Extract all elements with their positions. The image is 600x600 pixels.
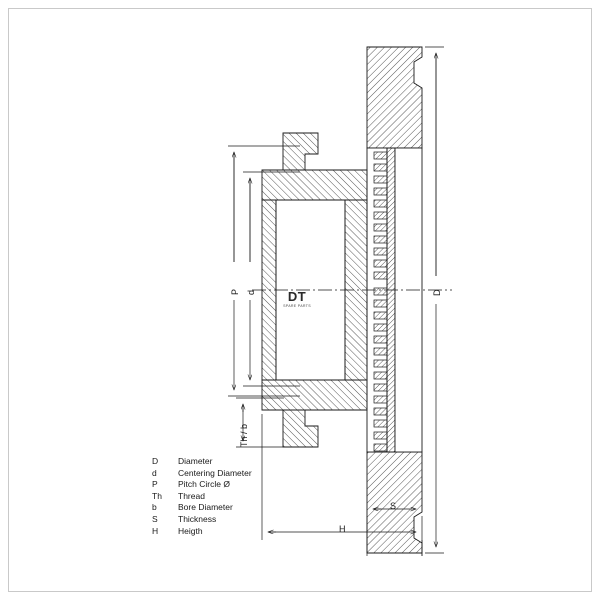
legend-row	[152, 514, 252, 526]
legend-label: Thread	[178, 490, 205, 501]
dimension-label-H: H	[339, 524, 346, 534]
legend-row	[152, 479, 252, 491]
legend-row	[152, 468, 252, 480]
logo-tagline: SPARE PARTS	[283, 304, 311, 308]
legend-label: Diameter	[178, 456, 213, 466]
legend-label: Bore Diameter	[178, 502, 233, 513]
legend-label: Heigth	[178, 525, 203, 536]
legend-row	[152, 502, 252, 514]
logo-mark: DT	[287, 289, 307, 304]
legend-symbol: S	[152, 513, 158, 524]
legend-row	[152, 456, 252, 468]
dimension-label-S: S	[390, 501, 397, 511]
legend-symbol: b	[152, 502, 157, 513]
dimension-label-Th-b: Th / b	[239, 423, 249, 447]
legend-row	[152, 491, 252, 503]
legend-symbol: P	[152, 479, 158, 490]
legend-symbol: D	[152, 456, 159, 466]
legend-label: Thickness	[178, 513, 217, 524]
legend-symbol: d	[152, 467, 157, 478]
dimension-label-d: d	[246, 289, 256, 295]
dt-spare-parts-logo	[278, 290, 316, 318]
legend-row	[152, 526, 252, 538]
legend-label: Pitch Circle Ø	[178, 479, 230, 490]
dimension-label-D: D	[432, 289, 442, 296]
legend	[152, 456, 252, 537]
legend-symbol: Th	[152, 490, 162, 501]
dimension-label-P: P	[230, 288, 240, 295]
legend-label: Centering Diameter	[178, 467, 252, 478]
legend-symbol: H	[152, 525, 159, 536]
